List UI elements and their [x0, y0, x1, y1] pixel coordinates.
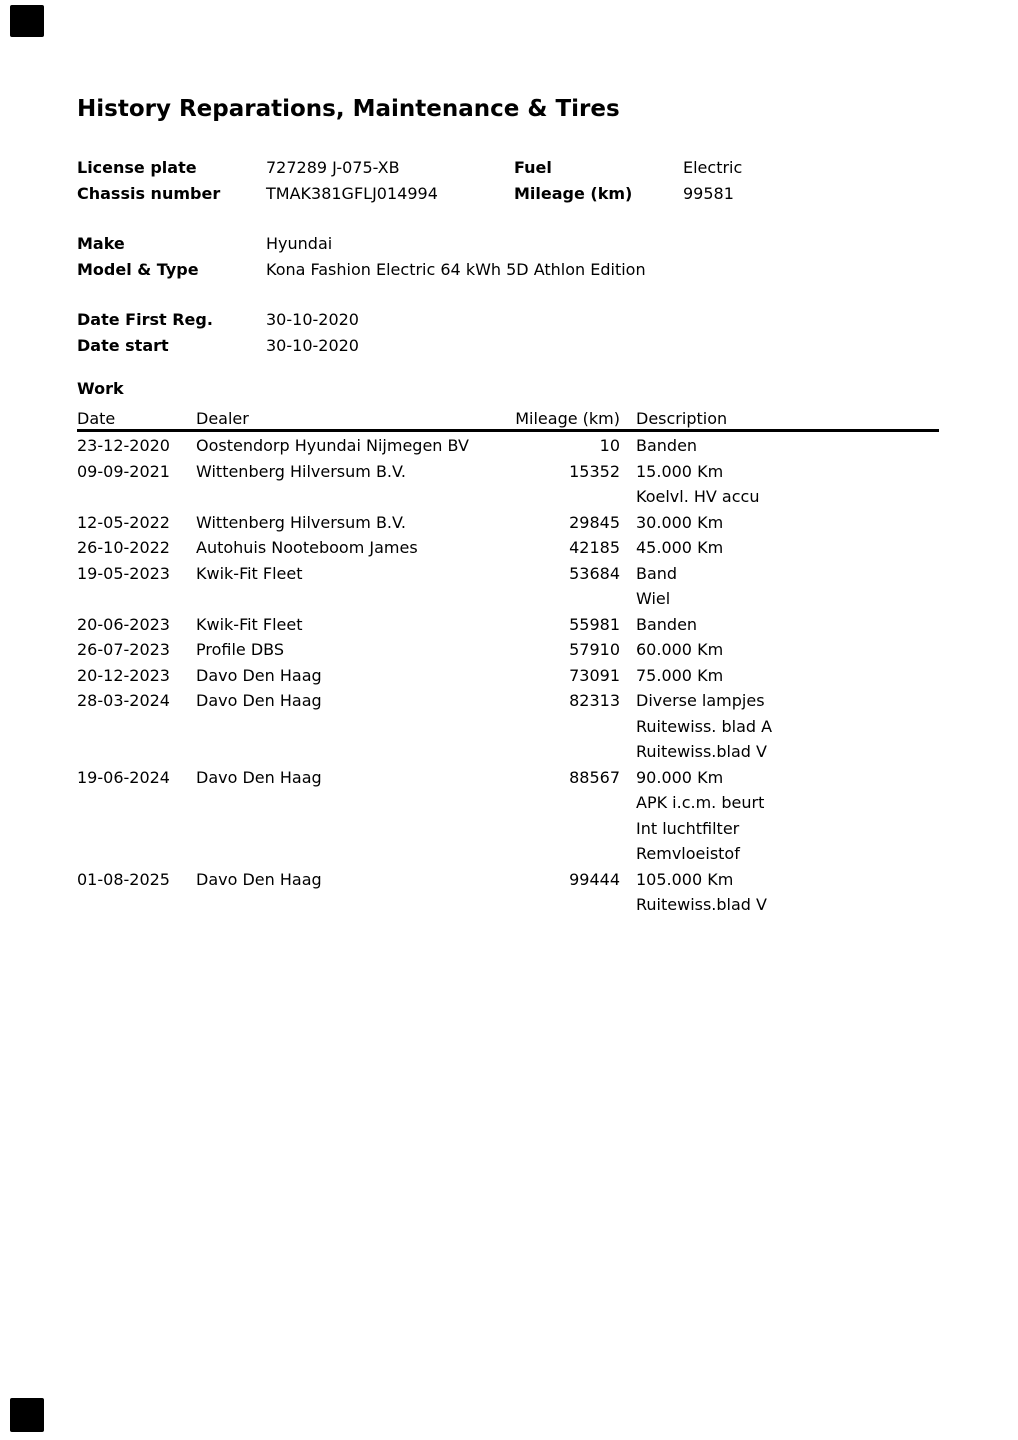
fuel-value: Electric: [683, 158, 743, 177]
license-plate-value: 727289 J-075-XB: [266, 158, 400, 177]
description-line: Ruitewiss. blad A: [636, 716, 773, 736]
description-line: 105.000 Km: [636, 869, 734, 889]
description-line: 75.000 Km: [636, 665, 724, 685]
work-table-body: [77, 433, 939, 918]
row-mileage: 57910: [569, 640, 620, 659]
row-mileage: 53684: [569, 563, 620, 583]
row-dealer: Kwik-Fit Fleet: [196, 563, 303, 583]
row-mileage: 42185: [569, 538, 620, 557]
row-date: 01-08-2025: [77, 869, 170, 889]
row-description: [620, 459, 939, 510]
description-line: Koelvl. HV accu: [636, 487, 760, 506]
description-line: Ruitewiss.blad V: [636, 742, 767, 761]
column-header-description: Description: [636, 409, 728, 428]
mileage-value: 99581: [683, 183, 734, 203]
row-description: [620, 867, 939, 918]
description-line: Banden: [636, 614, 698, 634]
model-type-label: Model & Type: [77, 259, 199, 279]
row-description: [620, 510, 939, 536]
table-row: [77, 535, 939, 561]
row-description: [620, 612, 939, 638]
scan-mark-top-left-icon: [10, 5, 44, 37]
column-header-date: Date: [77, 409, 116, 428]
row-date: 19-05-2023: [77, 563, 170, 583]
description-line: Diverse lampjes: [636, 691, 765, 710]
description-line: 15.000 Km: [636, 461, 724, 481]
make-value: Hyundai: [266, 234, 333, 253]
row-dealer: Oostendorp Hyundai Nijmegen BV: [196, 436, 469, 455]
scan-mark-bottom-left-icon: [10, 1398, 44, 1432]
table-row: [77, 561, 939, 612]
table-row: [77, 867, 939, 918]
vehicle-identity-block: [77, 155, 941, 206]
row-dealer: Kwik-Fit Fleet: [196, 614, 303, 634]
row-mileage: 82313: [569, 691, 620, 710]
table-row: [77, 459, 939, 510]
row-date: 23-12-2020: [77, 436, 170, 455]
description-line: 30.000 Km: [636, 512, 724, 532]
row-date: 26-10-2022: [77, 538, 170, 557]
date-start-label: Date start: [77, 335, 169, 355]
row-date: 20-06-2023: [77, 614, 170, 634]
table-header-rule: [77, 429, 939, 432]
dates-block: [77, 307, 941, 358]
row-description: [620, 663, 939, 689]
description-line: Ruitewiss.blad V: [636, 895, 767, 914]
column-header-mileage: Mileage (km): [515, 409, 620, 428]
row-description: [620, 535, 939, 561]
license-plate-label: License plate: [77, 158, 197, 177]
work-section-title: Work: [77, 379, 124, 398]
description-line: APK i.c.m. beurt: [636, 793, 765, 812]
description-line: Banden: [636, 436, 698, 455]
table-row: [77, 663, 939, 689]
description-line: Band: [636, 563, 678, 583]
row-mileage: 29845: [569, 512, 620, 532]
row-dealer: Davo Den Haag: [196, 767, 322, 787]
row-mileage: 73091: [569, 665, 620, 685]
row-description: [620, 765, 939, 867]
row-dealer: Davo Den Haag: [196, 691, 322, 710]
column-header-dealer: Dealer: [196, 409, 249, 428]
description-line: 60.000 Km: [636, 640, 724, 659]
date-first-reg-value: 30-10-2020: [266, 310, 359, 329]
row-date: 12-05-2022: [77, 512, 170, 532]
table-row: [77, 510, 939, 536]
description-line: Wiel: [636, 589, 671, 608]
row-mileage: 15352: [569, 461, 620, 481]
row-description: [620, 637, 939, 663]
chassis-number-label: Chassis number: [77, 183, 221, 203]
row-mileage: 55981: [569, 614, 620, 634]
row-mileage: 99444: [569, 869, 620, 889]
table-row: [77, 612, 939, 638]
row-dealer: Davo Den Haag: [196, 665, 322, 685]
model-type-value: Kona Fashion Electric 64 kWh 5D Athlon Edition: [266, 259, 646, 279]
row-dealer: Autohuis Nooteboom James: [196, 538, 418, 557]
chassis-number-value: TMAK381GFLJ014994: [266, 183, 438, 203]
row-dealer: Wittenberg Hilversum B.V.: [196, 461, 406, 481]
row-dealer: Profile DBS: [196, 640, 285, 659]
row-date: 09-09-2021: [77, 461, 170, 481]
work-table-header: [77, 406, 939, 432]
row-date: 28-03-2024: [77, 691, 170, 710]
date-first-reg-label: Date First Reg.: [77, 310, 213, 329]
mileage-label: Mileage (km): [514, 183, 633, 203]
row-dealer: Wittenberg Hilversum B.V.: [196, 512, 406, 532]
make-label: Make: [77, 234, 125, 253]
table-row: [77, 637, 939, 663]
row-description: [620, 688, 939, 765]
description-line: Remvloeistof: [636, 844, 740, 863]
row-description: [620, 561, 939, 612]
row-mileage: 88567: [569, 767, 620, 787]
table-row: [77, 433, 939, 459]
make-model-block: [77, 231, 941, 282]
description-line: 45.000 Km: [636, 538, 724, 557]
row-dealer: Davo Den Haag: [196, 869, 322, 889]
table-row: [77, 765, 939, 867]
table-row: [77, 688, 939, 765]
fuel-label: Fuel: [514, 158, 552, 177]
date-start-value: 30-10-2020: [266, 335, 359, 355]
row-description: [620, 433, 939, 459]
row-date: 19-06-2024: [77, 767, 170, 787]
description-line: 90.000 Km: [636, 767, 724, 787]
description-line: Int luchtfilter: [636, 818, 740, 838]
page-title: History Reparations, Maintenance & Tires: [77, 96, 620, 122]
row-date: 26-07-2023: [77, 640, 170, 659]
row-mileage: 10: [599, 436, 620, 455]
row-date: 20-12-2023: [77, 665, 170, 685]
